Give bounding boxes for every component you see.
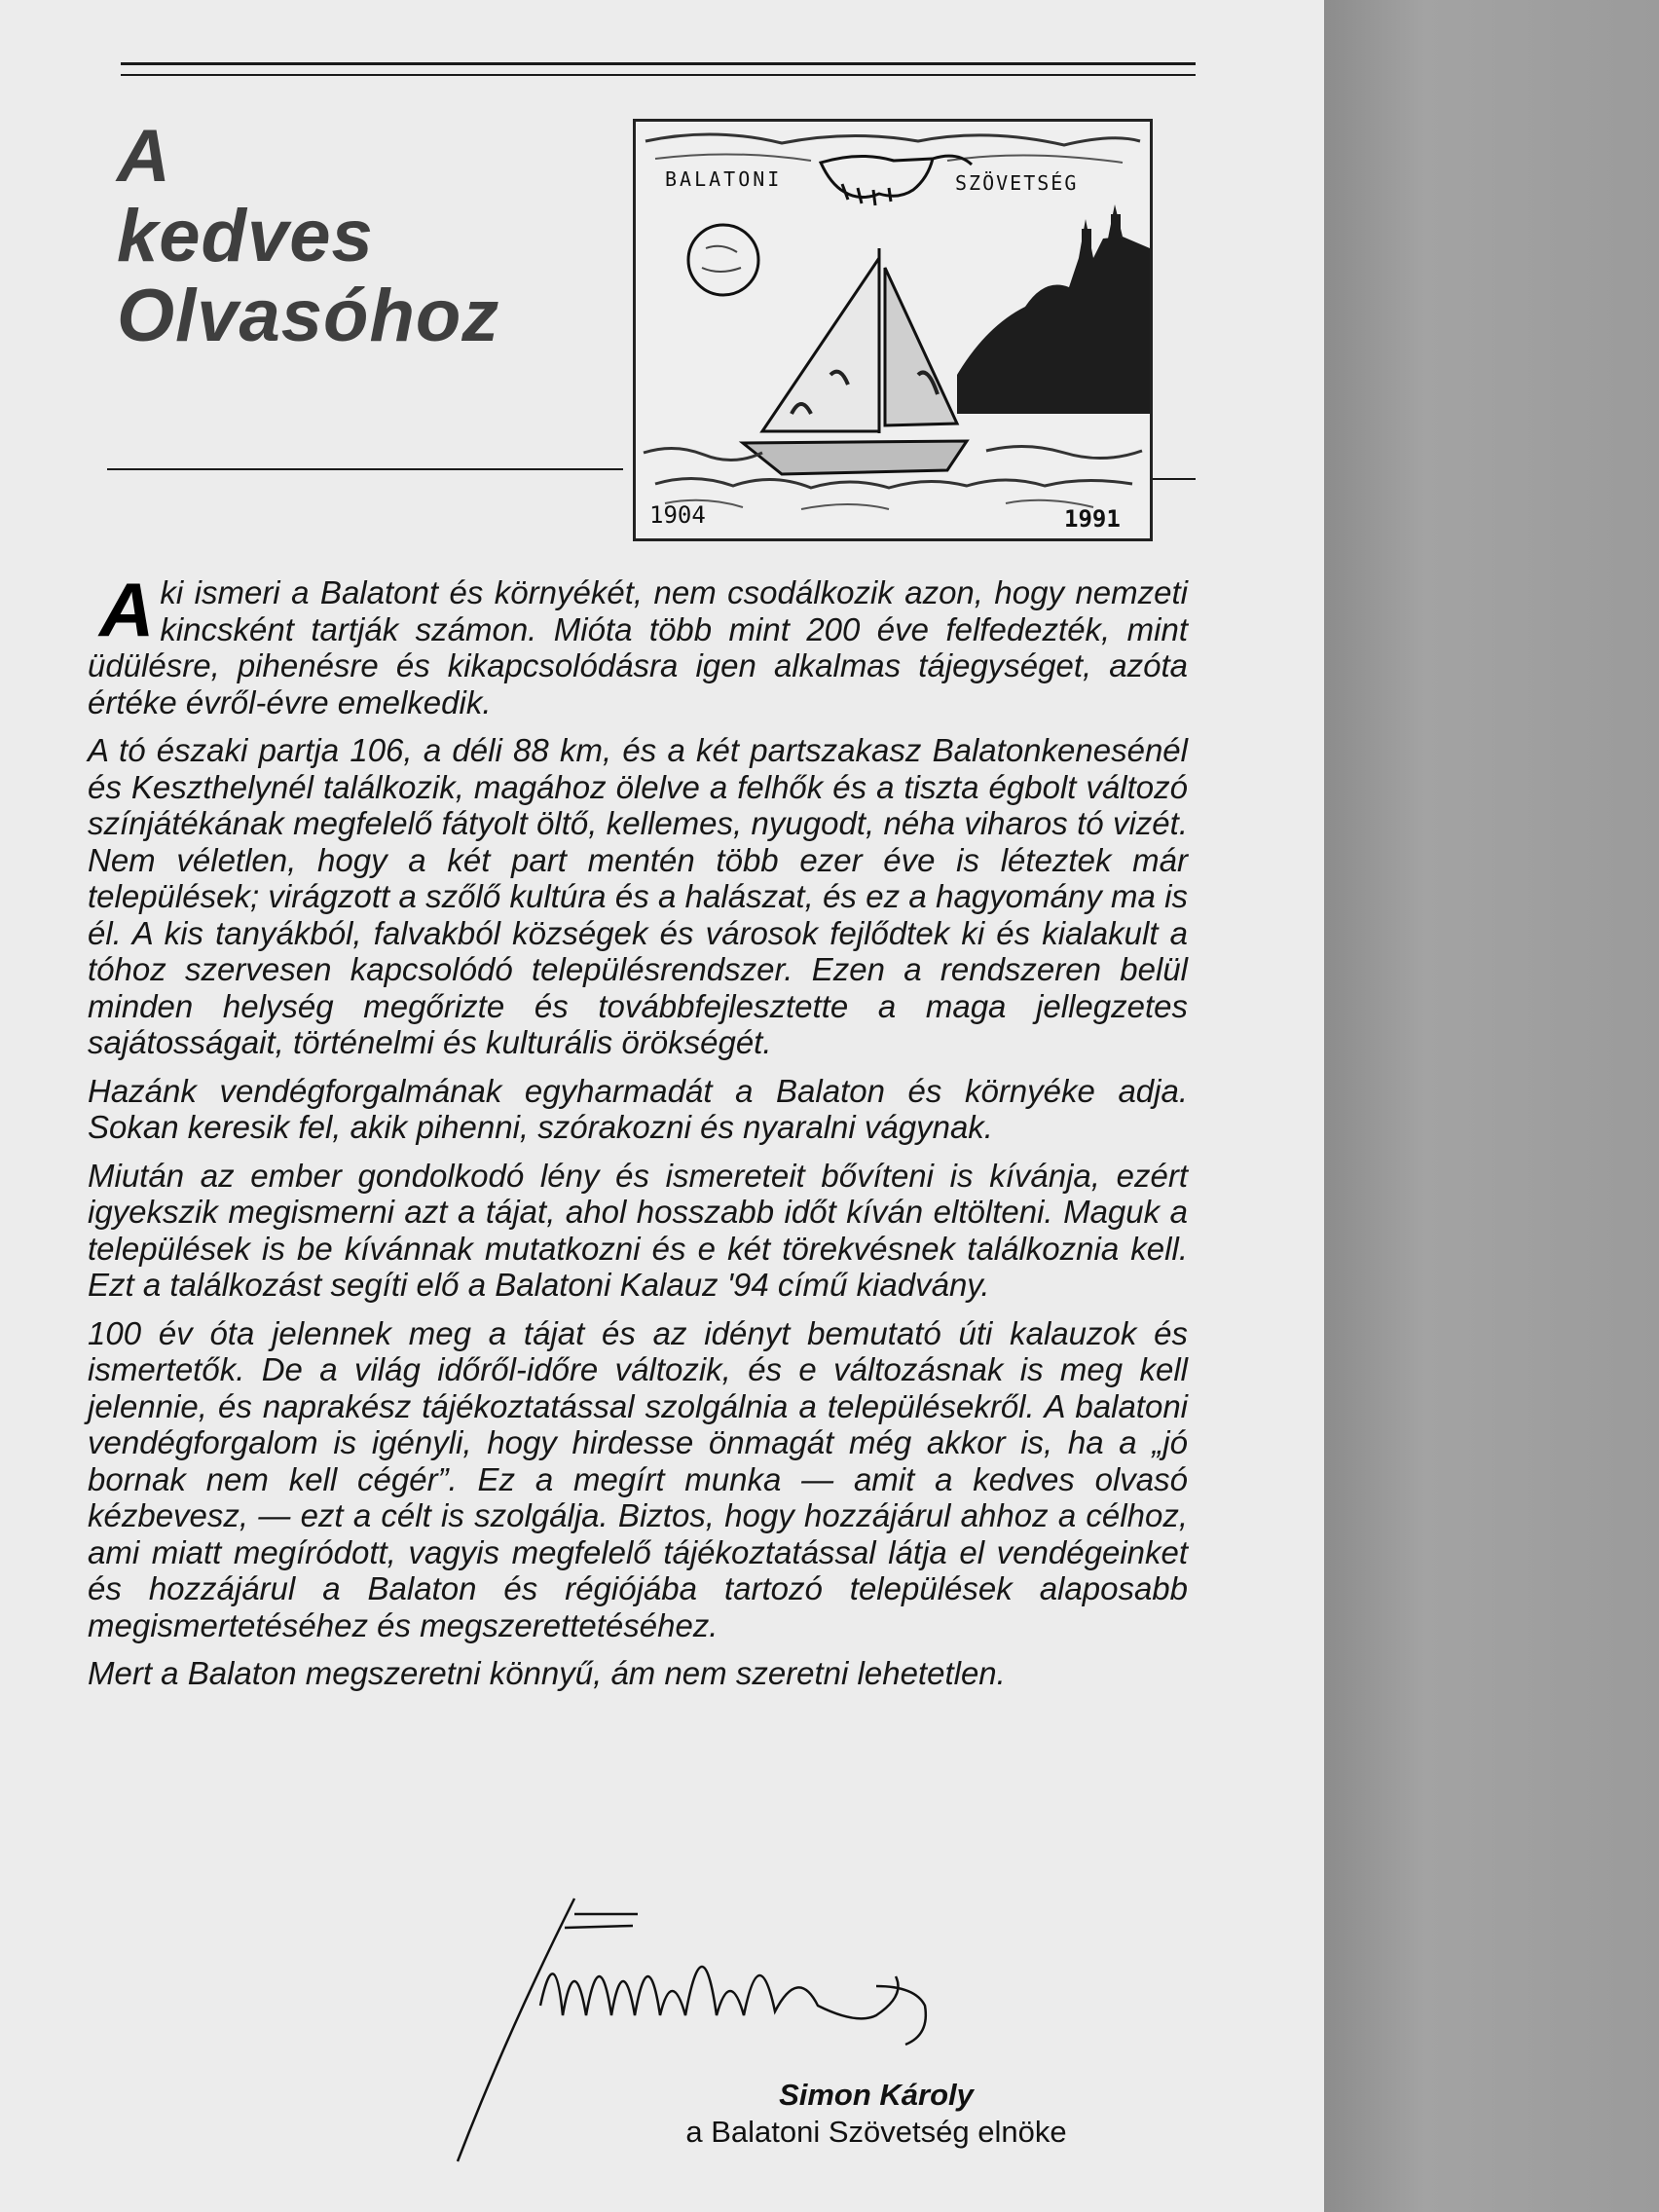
title-line-1: A	[117, 115, 171, 198]
paragraph-3: Hazánk vendégforgalmának egyharmadát a Balaton és környéke adja. Sokan keresik fel, akik pihenni, szórakozni és nyaralni vágynak.	[88, 1072, 1188, 1145]
paragraph-5: 100 év óta jelennek meg a tájat és az idényt bemutató úti kalauzok és ismertetők. De a világ időről-időre változik, és e változásnak is meg kell jelennie, és naprakész tájékoztatással szolgálnia a településekről. A balatoni vendégforgalom is igényli, hogy hirdesse önmagát még akkor is, ha a „jó bornak nem kell cégér”. Ez a megírt munka — amit a kedves olvasó kézbevesz, — ezt a célt is szolgálja. Biztos, hogy hozzájárul ahhoz a célhoz, ami miatt megíródott, vagyis megfelelő tájékoztatással látja el vendégeinket és hozzájárul a Balaton és régiójába tartozó települések alaposabb megismertetéséhez és megszerettetéséhez.	[88, 1314, 1188, 1643]
title-underline-rule	[107, 468, 623, 470]
logo-year-end: 1991	[1064, 505, 1121, 533]
title-line-2: kedves	[117, 195, 374, 277]
logo-side-rule	[1149, 478, 1196, 480]
sailboat-icon	[743, 248, 967, 474]
title-line-3: Olvasóhoz	[117, 275, 500, 357]
handshake-icon	[821, 156, 972, 205]
top-double-rule-2	[121, 74, 1196, 76]
signer-name: Simon Károly	[779, 2078, 974, 2112]
drop-cap: A	[99, 567, 155, 652]
top-double-rule-1	[121, 62, 1196, 65]
paragraph-2: A tó északi partja 106, a déli 88 km, és a két partszakasz Balatonkenesénél és Keszthelynél találkozik, magához ölelve a felhők és a tiszta égbolt változó színjátékának megfelelő fátyolt öltő, kellemes, nyugodt, néha viharos tó vizét. Nem véletlen, hogy a két part mentén több ezer éve is léteztek már települések; virágzott a szőlő kultúra és a halászat, és ez a hagyomány ma is él. A kis tanyákból, falvakból községek és városok fejlődtek ki és kialakult a tóhoz szervesen kapcsolódó településrendszer. Ezen a rendszeren belül minden helység megőrizte és továbbfejlesztette a maga jellegzetes sajátosságait, történelmi és kulturális örökségét.	[88, 732, 1188, 1060]
balatoni-szovetseg-logo	[633, 119, 1153, 541]
paragraph-1: Aki ismeri a Balatont és környékét, nem csodálkozik azon, hogy nemzeti kincsként tartják számon. Mióta több mint 200 éve felfedezték, mint üdülésre, pihenésre és kikapcsolódásra igen alkalmas tájegységet, azóta értéke évről-évre emelkedik.	[88, 567, 1188, 720]
page-title	[117, 117, 499, 356]
signer-title: a Balatoni Szövetség elnöke	[685, 2115, 1067, 2149]
logo-illustration	[636, 122, 1150, 538]
book-spine-background	[1324, 0, 1659, 2212]
sun-icon	[688, 225, 758, 295]
paragraph-4: Miután az ember gondolkodó lény és ismereteit bővíteni is kívánja, ezért igyekszik megismerni azt a tájat, ahol hosszabb időt kíván eltölteni. Maguk a települések is be kívánnak mutatkozni és e két törekvésnek találkoznia kell. Ezt a találkozást segíti elő a Balatoni Kalauz '94 című kiadvány.	[88, 1157, 1188, 1303]
logo-right-word: SZÖVETSÉG	[955, 171, 1079, 195]
article-body	[88, 567, 1188, 1704]
logo-left-word: BALATONI	[665, 167, 783, 191]
logo-year-start: 1904	[649, 501, 706, 529]
paragraph-6: Mert a Balaton megszeretni könnyű, ám nem szeretni lehetetlen.	[88, 1655, 1006, 1691]
